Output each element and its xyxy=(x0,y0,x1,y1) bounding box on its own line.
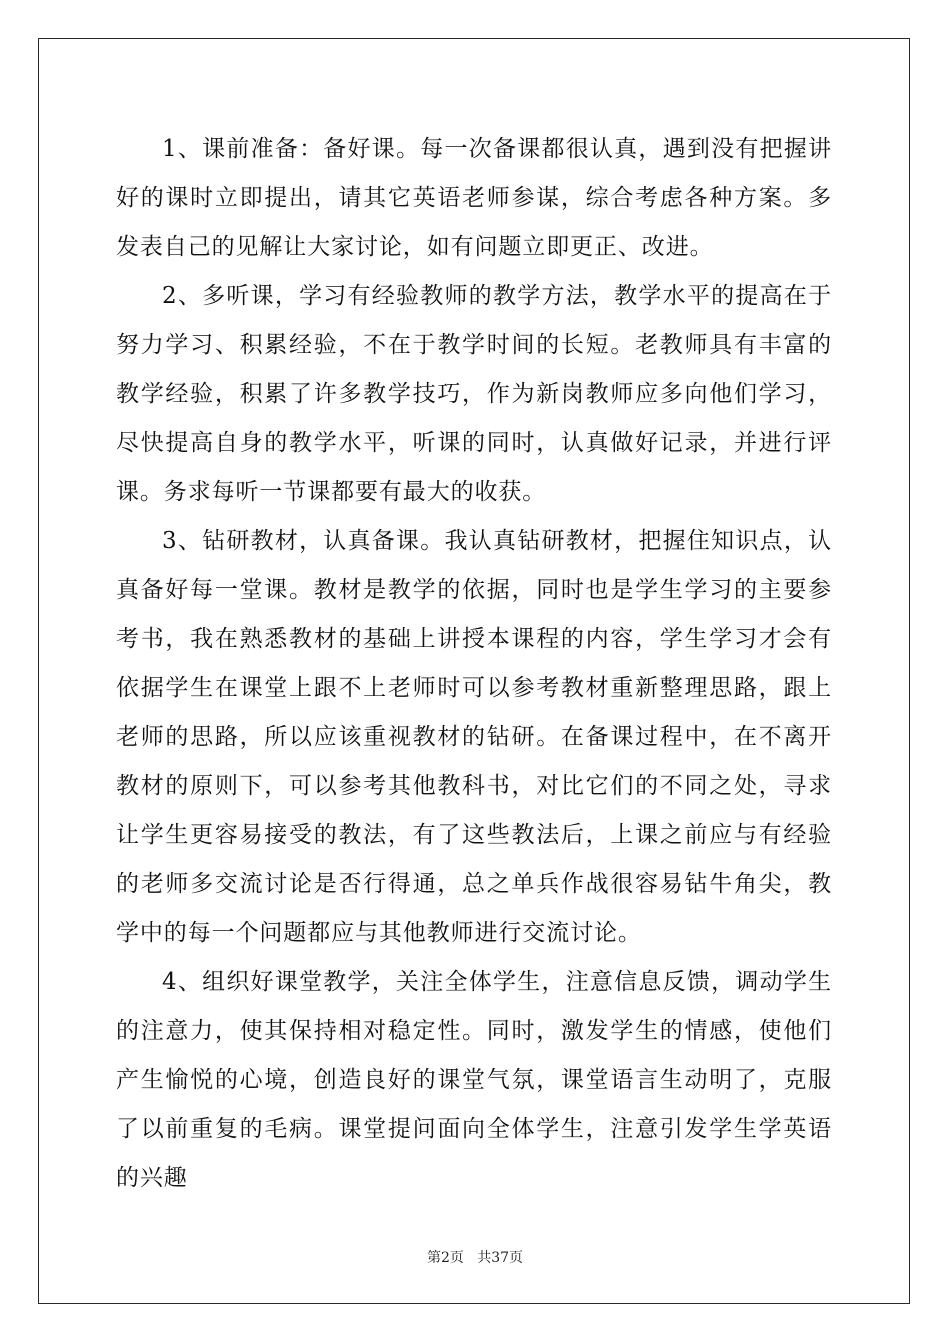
document-body xyxy=(116,125,832,1203)
paragraph-4: 4、组织好课堂教学，关注全体学生，注意信息反馈，调动学生的注意力，使其保持相对稳定性。同时，激发学生的情感，使他们产生愉悦的心境，创造良好的课堂气氛，课堂语言生动明了，克服了以前重复的毛病。课堂提问面向全体学生，注意引发学生学英语的兴趣 xyxy=(116,969,832,1191)
paragraph-2: 2、多听课，学习有经验教师的教学方法，教学水平的提高在于努力学习、积累经验，不在于教学时间的长短。老教师具有丰富的教学经验，积累了许多教学技巧，作为新岗教师应多向他们学习，尽快提高自身的教学水平，听课的同时，认真做好记录，并进行评课。务求每听一节课都要有最大的收获。 xyxy=(116,283,832,505)
paragraph-1: 1、课前准备：备好课。每一次备课都很认真，遇到没有把握讲好的课时立即提出，请其它英语老师参谋，综合考虑各种方案。多发表自己的见解让大家讨论，如有问题立即更正、改进。 xyxy=(116,136,832,260)
paragraph-3: 3、钻研教材，认真备课。我认真钻研教材，把握住知识点，认真备好每一堂课。教材是教学的依据，同时也是学生学习的主要参考书，我在熟悉教材的基础上讲授本课程的内容，学生学习才会有依据学生在课堂上跟不上老师时可以参考教材重新整理思路，跟上老师的思路，所以应该重视教材的钻研。在备课过程中，在不离开教材的原则下，可以参考其他教科书，对比它们的不同之处，寻求让学生更容易接受的教法，有了这些教法后，上课之前应与有经验的老师多交流讨论是否行得通，总之单兵作战很容易钻牛角尖，教学中的每一个问题都应与其他教师进行交流讨论。 xyxy=(116,528,832,946)
page-number-footer: 第2页 共37页 xyxy=(426,1250,524,1266)
